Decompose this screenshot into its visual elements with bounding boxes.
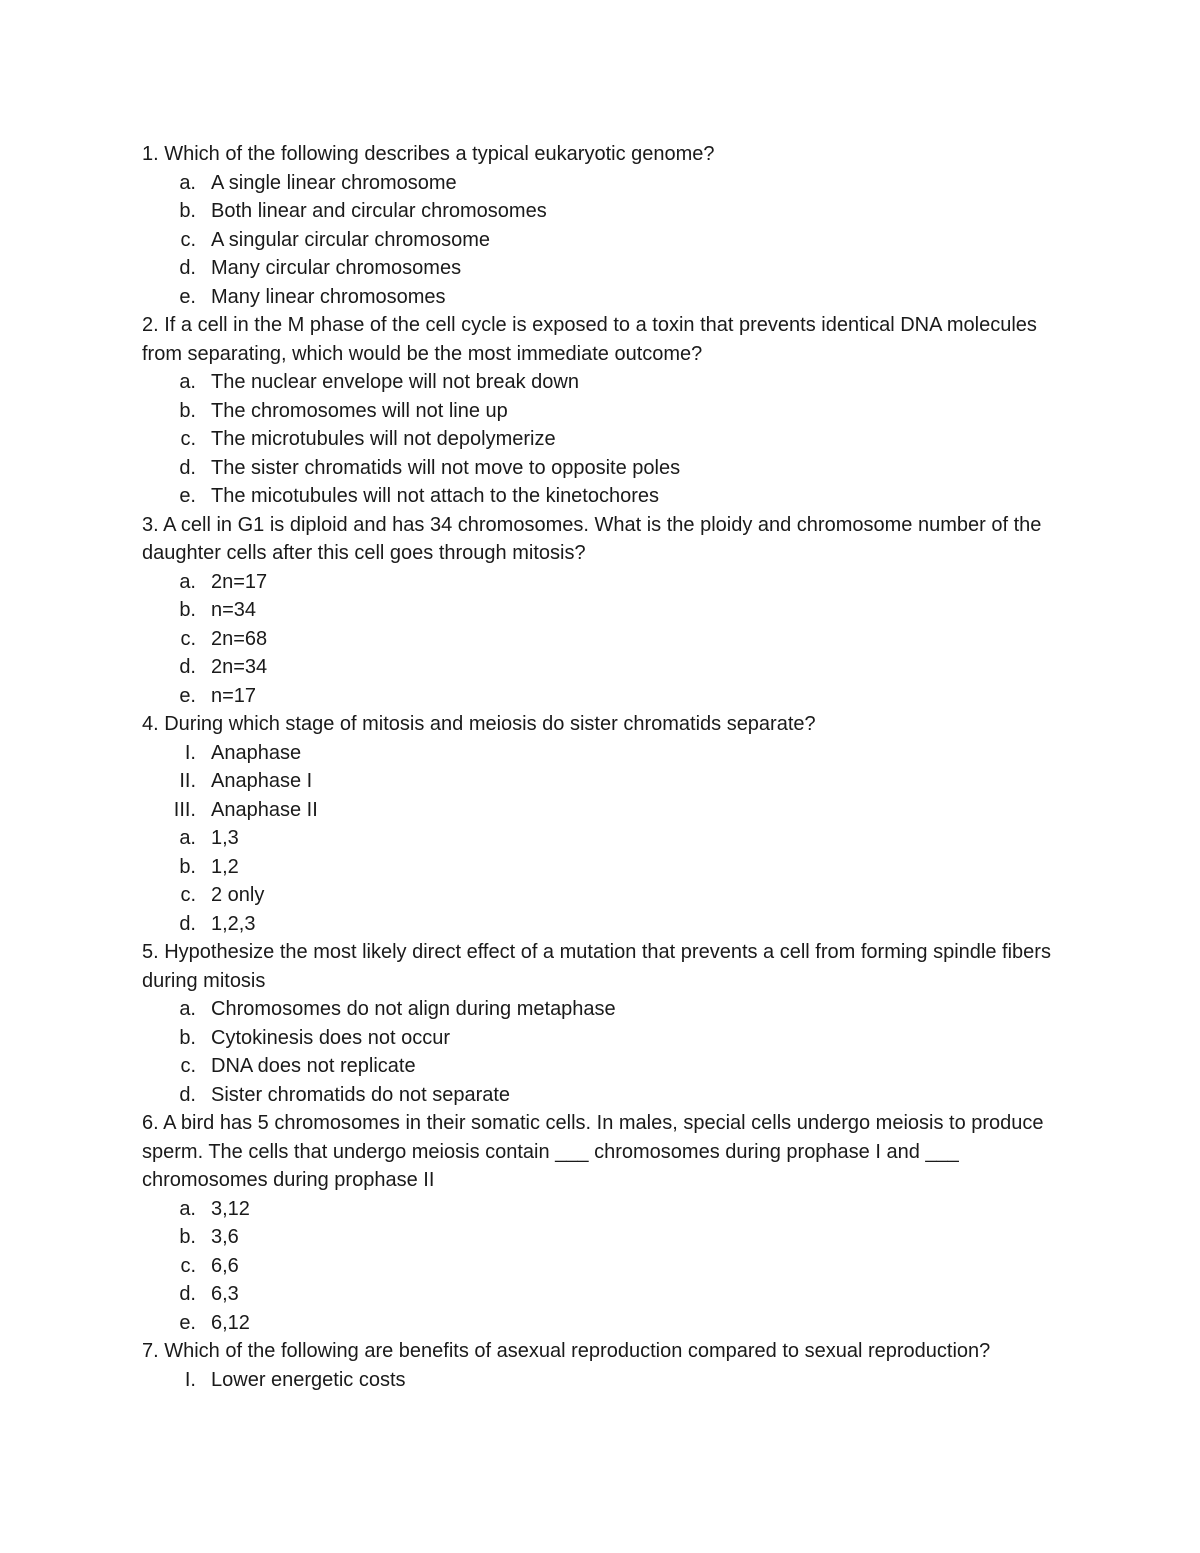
option-text: 2n=17 [211, 570, 268, 593]
option-item [142, 397, 1072, 426]
option-item [142, 682, 1072, 711]
option-marker: a. [179, 998, 196, 1020]
option-marker: c. [180, 228, 196, 251]
question-2 [142, 311, 1072, 511]
option-marker: b. [179, 399, 196, 422]
option-item [142, 283, 1072, 312]
option-text: A singular circular chromosome [211, 228, 490, 251]
option-text: Chromosomes do not align during metaphase [211, 998, 616, 1020]
option-item [142, 596, 1072, 625]
option-text: 6,3 [211, 1283, 239, 1305]
option-text: n=34 [211, 599, 257, 621]
question-text: 4. During which stage of mitosis and meiosis do sister chromatids separate? [142, 713, 816, 735]
option-item [142, 1024, 1072, 1053]
option-marker: d. [179, 912, 196, 935]
option-item [142, 1081, 1072, 1110]
option-text: n=17 [211, 684, 257, 707]
option-marker: c. [180, 627, 196, 650]
option-item [142, 254, 1072, 283]
question-text: 5. Hypothesize the most likely direct effect of a mutation that prevents a cell from forming spindle fibers during mitosis [142, 941, 1051, 992]
option-text: 6,12 [211, 1311, 250, 1334]
question-7 [142, 1337, 1072, 1394]
option-item [142, 226, 1072, 255]
option-text: 6,6 [211, 1254, 239, 1277]
option-text: Anaphase [211, 741, 302, 764]
question-4 [142, 710, 1072, 938]
option-text: Both linear and circular chromosomes [211, 200, 547, 222]
option-text: Lower energetic costs [211, 1368, 406, 1391]
option-marker: b. [179, 855, 196, 878]
option-text: A single linear chromosome [211, 171, 457, 194]
option-item [142, 1195, 1072, 1224]
option-item [142, 425, 1072, 454]
option-text: 1,3 [211, 827, 239, 849]
option-text: Many circular chromosomes [211, 257, 462, 279]
option-item [142, 881, 1072, 910]
option-text: 2n=34 [211, 656, 268, 678]
option-item [142, 910, 1072, 939]
option-text: DNA does not replicate [211, 1055, 416, 1077]
roman-item [142, 739, 1072, 768]
option-marker: d. [179, 656, 196, 678]
option-marker: e. [179, 485, 196, 507]
question-text: 7. Which of the following are benefits of asexual reproduction compared to sexual reproduction? [142, 1340, 991, 1362]
option-marker: III. [173, 798, 196, 821]
option-marker: b. [179, 599, 196, 621]
option-text: Sister chromatids do not separate [211, 1083, 511, 1106]
option-item [142, 995, 1072, 1024]
option-text: 1,2,3 [211, 912, 256, 935]
option-marker: d. [179, 456, 196, 479]
option-marker: a. [179, 171, 196, 194]
option-marker: d. [179, 1283, 196, 1305]
option-marker: d. [179, 257, 196, 279]
question-text: 3. A cell in G1 is diploid and has 34 chromosomes. What is the ploidy and chromosome number of the daughter cells after this cell goes through mitosis? [142, 513, 1042, 564]
option-marker: e. [179, 684, 196, 707]
option-marker: c. [180, 1254, 196, 1277]
option-item [142, 368, 1072, 397]
question-text: 2. If a cell in the M phase of the cell cycle is exposed to a toxin that prevents identical DNA molecules from separating, which would be the most immediate outcome? [142, 314, 1037, 365]
option-marker: b. [179, 1026, 196, 1049]
option-item [142, 568, 1072, 597]
option-text: The sister chromatids will not move to opposite poles [211, 456, 681, 479]
option-text: 3,12 [211, 1197, 250, 1220]
question-6 [142, 1109, 1072, 1337]
option-marker: d. [179, 1083, 196, 1106]
option-item [142, 625, 1072, 654]
option-text: Anaphase I [211, 770, 313, 792]
option-marker: c. [180, 428, 196, 450]
option-item [142, 1223, 1072, 1252]
option-marker: I. [184, 1368, 196, 1391]
option-marker: I. [184, 741, 196, 764]
option-text: Many linear chromosomes [211, 285, 446, 308]
question-text: 6. A bird has 5 chromosomes in their somatic cells. In males, special cells undergo meiosis to produce sperm. The cells that undergo meiosis contain ___ chromosomes during prophase I and ___ chromosomes during prophase II [142, 1112, 1044, 1191]
option-item [142, 454, 1072, 483]
option-marker: a. [179, 371, 196, 393]
option-marker: a. [179, 570, 196, 593]
option-text: 3,6 [211, 1226, 239, 1248]
option-text: Anaphase II [211, 798, 318, 821]
option-item [142, 853, 1072, 882]
option-item [142, 1309, 1072, 1338]
option-item [142, 653, 1072, 682]
option-text: 2n=68 [211, 627, 268, 650]
roman-item [142, 1366, 1072, 1395]
option-text: 1,2 [211, 855, 239, 878]
option-marker: a. [179, 1197, 196, 1220]
option-marker: a. [179, 827, 196, 849]
roman-item [142, 796, 1072, 825]
option-item [142, 482, 1072, 511]
option-item [142, 197, 1072, 226]
option-text: The micotubules will not attach to the kinetochores [211, 485, 660, 507]
option-text: The chromosomes will not line up [211, 399, 508, 422]
option-marker: e. [179, 1311, 196, 1334]
option-marker: c. [180, 1055, 196, 1077]
option-marker: b. [179, 1226, 196, 1248]
option-item [142, 824, 1072, 853]
option-marker: c. [180, 884, 196, 906]
question-5 [142, 938, 1072, 1109]
question-list [142, 140, 1072, 1394]
option-text: The nuclear envelope will not break down [211, 371, 579, 393]
question-3 [142, 511, 1072, 711]
option-marker: e. [179, 285, 196, 308]
option-item [142, 169, 1072, 198]
option-item [142, 1052, 1072, 1081]
question-1 [142, 140, 1072, 311]
option-item [142, 1252, 1072, 1281]
option-item [142, 1280, 1072, 1309]
roman-item [142, 767, 1072, 796]
option-marker: II. [179, 770, 196, 792]
question-text: 1. Which of the following describes a typical eukaryotic genome? [142, 143, 715, 165]
option-text: 2 only [211, 884, 265, 906]
option-text: The microtubules will not depolymerize [211, 428, 556, 450]
option-marker: b. [179, 200, 196, 222]
option-text: Cytokinesis does not occur [211, 1026, 451, 1049]
